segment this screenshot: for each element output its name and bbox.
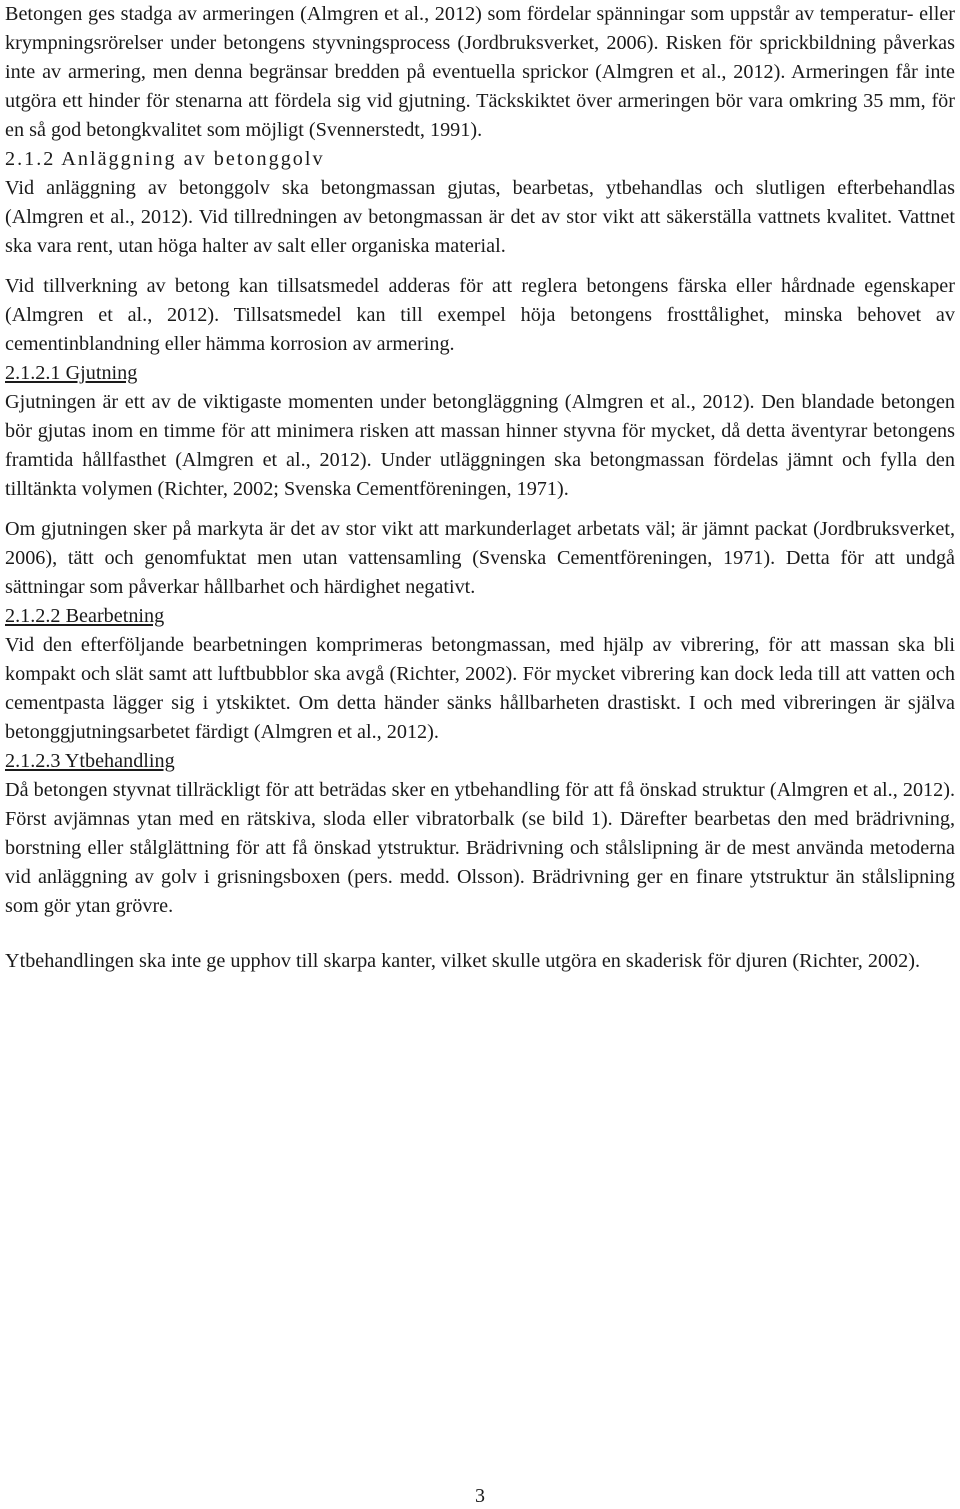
heading-2-1-2-2: [5, 602, 955, 631]
heading-2-1-2-3: [5, 747, 955, 776]
heading-2-1-2: 2.1.2 Anläggning av betonggolv: [5, 148, 325, 170]
paragraph-reinforcement: Betongen ges stadga av armeringen (Almgren et al., 2012) som fördelar spänningar som uppstår av temperatur- eller krympningsrörelser under betongens styvningsprocess (Jordbruksverket, 2006). Risken för sprickbildning påverkas inte av armering, men denna begränsar bredden på eventuella sprickor (Almgren et al., 2012). Armeringen får inte utgöra ett hinder för stenarna att fördela sig vid gjutning. Täckskiktet över armeringen bör vara omkring 35 mm, för en så god betongkvalitet som möjligt (Svennerstedt, 1991).: [5, 3, 955, 141]
heading-2-1-2-1-title: 2.1.2.1 Gjutning: [5, 362, 138, 384]
heading-2-1-2-1: [5, 359, 955, 388]
document-page: [5, 0, 955, 976]
heading-2-1-2-2-title: 2.1.2.2 Bearbetning: [5, 605, 165, 627]
paragraph-processing: Vid den efterföljande bearbetningen komprimeras betongmassan, med hjälp av vibrering, för att massan ska bli kompakt och slät samt att luftbubblor ska avgå (Richter, 2002). För mycket vibrering kan dock leda till att vatten och cementpasta lägger sig i ytskiktet. Om detta händer sänks hållbarheten drastiskt. I och med vibreringen är själva betonggjutningsarbetet färdigt (Almgren et al., 2012).: [5, 634, 955, 743]
page-number: 3: [475, 1485, 485, 1507]
paragraph-sharp-edges: Ytbehandlingen ska inte ge upphov till skarpa kanter, vilket skulle utgöra en skaderisk för djuren (Richter, 2002).: [5, 950, 920, 972]
heading-2-1-2-3-title: 2.1.2.3 Ytbehandling: [5, 750, 175, 772]
paragraph-casting: Gjutningen är ett av de viktigaste momenten under betongläggning (Almgren et al., 2012). Den blandade betongen bör gjutas inom en timme för att minimera risken att massan hinner styvna för mycket, då detta äventyrar betongens framtida hållfasthet (Almgren et al., 2012). Under utläggningen ska betongmassan fördelas jämnt och fylla den tilltänkta volymen (Richter, 2002; Svenska Cementföreningen, 1971).: [5, 391, 955, 500]
paragraph-construction: Vid anläggning av betonggolv ska betongmassan gjutas, bearbetas, ytbehandlas och slutligen efterbehandlas (Almgren et al., 2012). Vid tillredningen av betongmassan är det av stor vikt att säkerställa vattnets kvalitet. Vattnet ska vara rent, utan höga halter av salt eller organiska material.: [5, 177, 955, 257]
paragraph-additives: Vid tillverkning av betong kan tillsatsmedel adderas för att reglera betongens färska eller hårdnade egenskaper (Almgren et al., 2012). Tillsatsmedel kan till exempel höja betongens frosttålighet, minska behovet av cementinblandning eller hämma korrosion av armering.: [5, 275, 955, 355]
paragraph-ground-casting: Om gjutningen sker på markyta är det av stor vikt att markunderlaget arbetats väl; är jämnt packat (Jordbruksverket, 2006), tätt och genomfuktat men utan vattensamling (Svenska Cementföreningen, 1971). Detta för att undgå sättningar som påverkar hållbarhet och härdighet negativt.: [5, 518, 955, 598]
paragraph-surface-treatment: Då betongen styvnat tillräckligt för att beträdas sker en ytbehandling för att få önskad struktur (Almgren et al., 2012). Först avjämnas ytan med en rätskiva, sloda eller vibratorbalk (se bild 1). Därefter bearbetas den med brädrivning, borstning eller stålglättning för att få önskad ytstruktur. Brädrivning och stålslipning är de mest använda metoderna vid anläggning av golv i grisningsboxen (pers. medd. Olsson). Brädrivning ger en finare ytstruktur än stålslipning som gör ytan grövre.: [5, 779, 955, 917]
